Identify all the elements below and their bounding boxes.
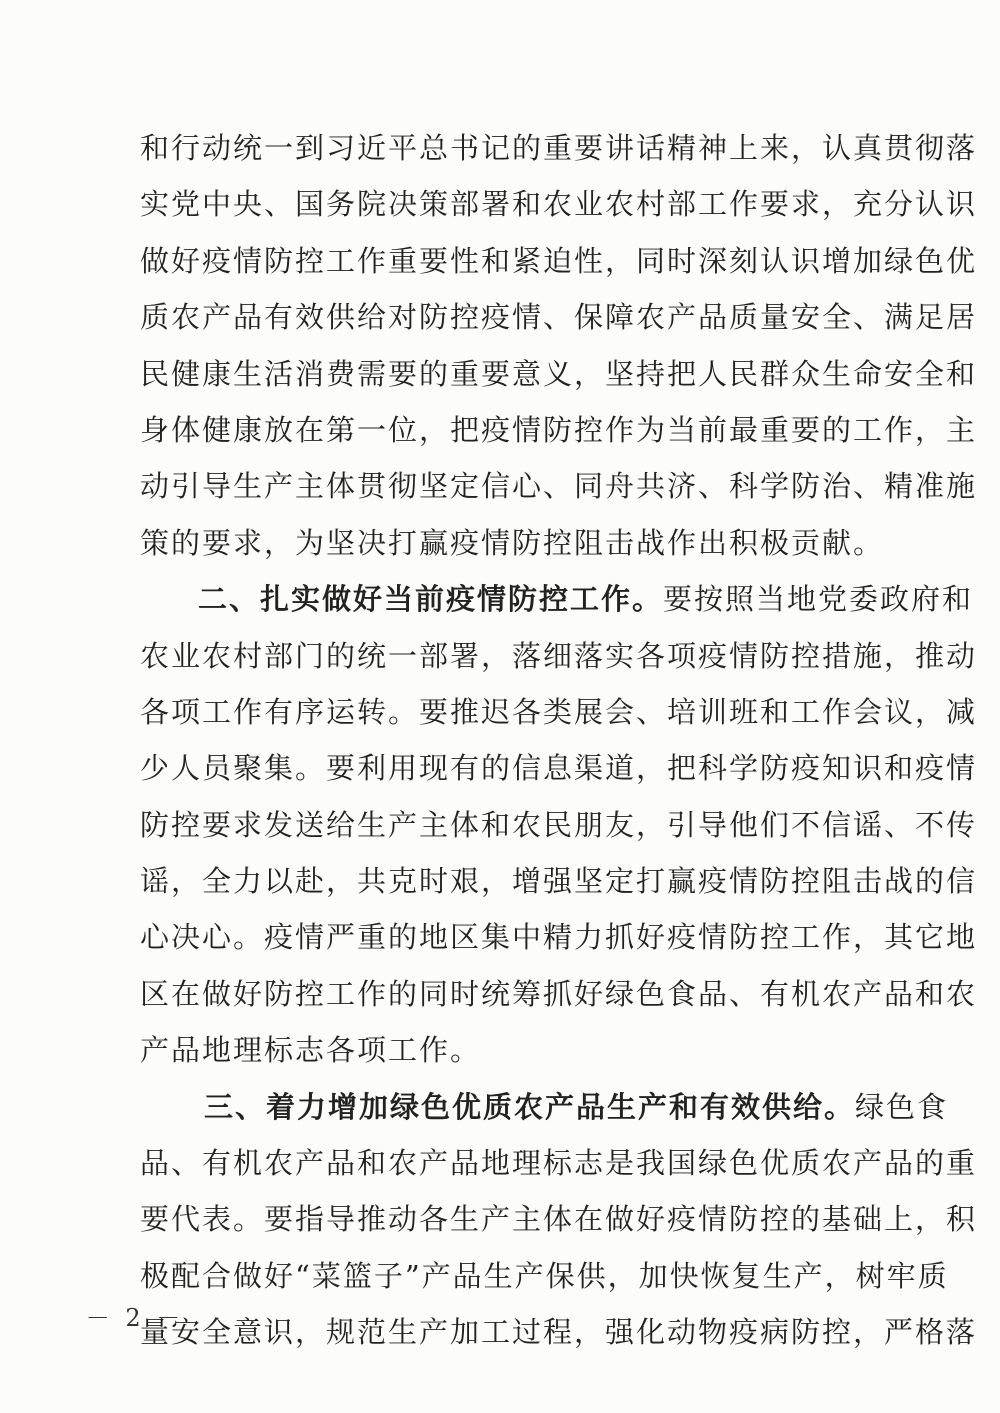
paragraph-2 [140,571,978,1079]
text-line: 防控要求发送给生产主体和农民朋友，引导他们不信谣、不传 [140,807,978,842]
text-line: 谣，全力以赴，共克时艰，增强坚定打赢疫情防控阻击战的信 [140,864,978,899]
section-heading-3: 三、着力增加绿色优质农产品生产和有效供给。 [204,1089,856,1124]
text-line: 动引导生产主体贯彻坚定信心、同舟共济、科学防治、精准施 [140,469,978,504]
text-run: 要按照当地党委政府和 [663,582,974,617]
text-line: 极配合做好“菜篮子”产品生产保供，加快恢复生产，树牢质 [140,1258,949,1293]
page-number: － 2 － [85,1304,185,1332]
text-line: 心决心。疫情严重的地区集中精力抓好疫情防控工作，其它地 [140,920,978,955]
text-line: 农业农村部门的统一部署，落细落实各项疫情防控措施，推动 [140,638,978,673]
text-line: 品、有机农产品和农产品地理标志是我国绿色优质农产品的重 [140,1146,978,1181]
text-line: 实党中央、国务院决策部署和农业农村部工作要求，充分认识 [140,187,978,222]
paragraph-first-line [140,571,974,627]
text-line: 质农产品有效供给对防控疫情、保障农产品质量安全、满足居 [140,300,978,335]
section-heading-2: 二、扎实做好当前疫情防控工作。 [198,582,664,617]
paragraph-first-line [140,1079,949,1135]
text-line: 量安全意识，规范生产加工过程，强化动物疫病防控，严格落 [140,1315,978,1350]
text-line: 区在做好防控工作的同时统筹抓好绿色食品、有机农产品和农 [140,976,978,1011]
text-line: 要代表。要指导推动各生产主体在做好疫情防控的基础上，积 [140,1202,978,1237]
body-text [140,120,978,1361]
text-line: 各项工作有序运转。要推迟各类展会、培训班和工作会议，减 [140,694,978,729]
paragraph-1 [140,120,978,571]
text-line: 产品地理标志各项工作。 [140,1033,482,1068]
text-line: 少人员聚集。要利用现有的信息渠道，把科学防疫知识和疫情 [140,751,978,786]
text-run: 绿色食 [855,1089,949,1124]
text-line: 民健康生活消费需要的重要意义，坚持把人民群众生命安全和 [140,356,978,391]
text-line: 和行动统一到习近平总书记的重要讲话精神上来，认真贯彻落 [140,131,978,165]
text-line: 身体健康放在第一位，把疫情防控作为当前最重要的工作，主 [140,412,978,447]
text-line: 策的要求，为坚决打赢疫情防控阻击战作出积极贡献。 [140,525,885,560]
text-line: 做好疫情防控工作重要性和紧迫性，同时深刻认识增加绿色优 [140,243,978,278]
